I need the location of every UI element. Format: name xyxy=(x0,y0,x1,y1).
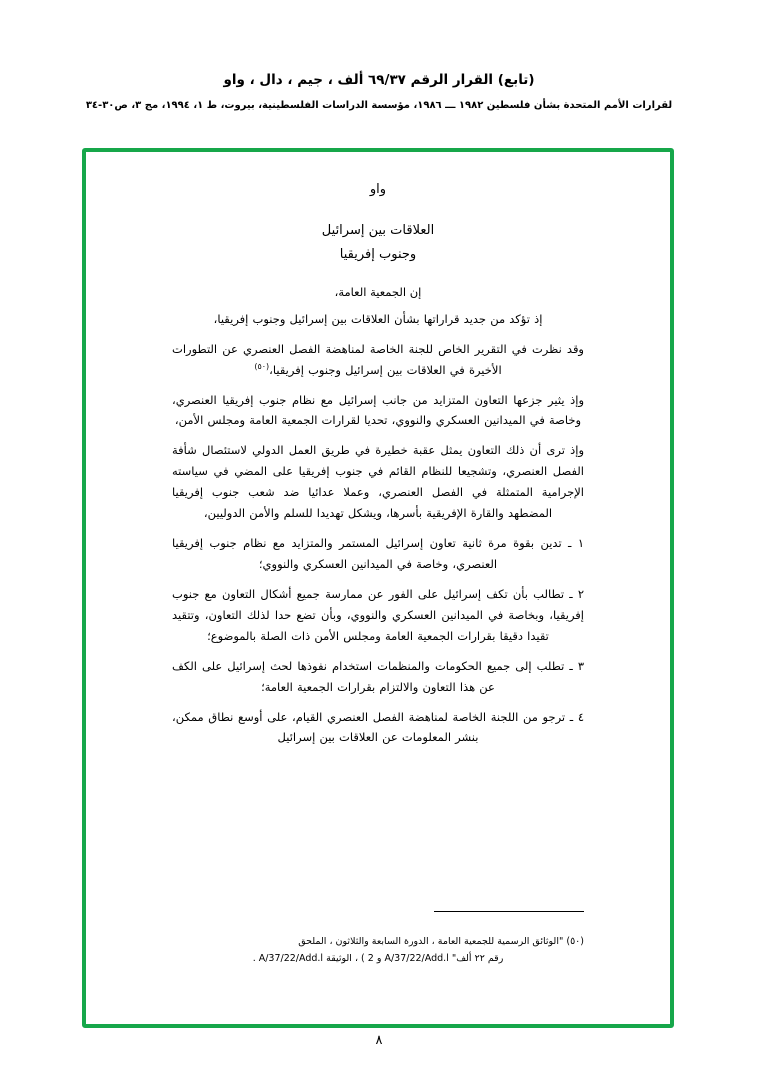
paragraph: ٣ ـ تطلب إلى جميع الحكومات والمنظمات استخدام نفوذها لحث إسرائيل على الكف عن هذا التعاون والالتزام بقرارات الجمعية العامة؛ xyxy=(172,658,584,694)
section-letter: واو xyxy=(369,182,387,197)
document-header xyxy=(0,70,758,113)
paragraph: إذ تؤكد من جديد قراراتها بشأن العلاقات بين إسرائيل وجنوب إفريقيا، xyxy=(213,311,543,326)
footnote xyxy=(172,933,584,968)
resolution-title-line-1: العلاقات بين إسرائيل xyxy=(321,222,435,238)
footnote-line-2: رقم ٢٢ ألف" A/37/22/Add.l و 2 ) ، الوثيقة A/37/22/Add.l . xyxy=(252,953,504,965)
paragraph: ٤ ـ ترجو من اللجنة الخاصة لمناهضة الفصل العنصري القيام، على أوسع نطاق ممكن، بنشر المعلومات عن العلاقات بين إسرائيل xyxy=(172,709,584,745)
resolution-title xyxy=(172,219,584,267)
paragraph: ١ ـ تدين بقوة مرة ثانية تعاون إسرائيل المستمر والمتزايد مع نظام جنوب إفريقيا العنصري، وخاصة في الميدانين العسكري والنووي؛ xyxy=(172,536,584,571)
bordered-content-box xyxy=(82,148,674,1028)
header-source-citation: لقرارات الأمم المتحدة بشأن فلسطين ١٩٨٢ ـــ ١٩٨٦، مؤسسة الدراسات الفلسطينية، بيروت، ط ١، ١٩٩٤، مج ٣، ص٣٠-٣٤ xyxy=(85,100,673,112)
header-title: (تابع) القرار الرقم ٦٩/٣٧ ألف ، جيم ، دال ، واو xyxy=(223,72,535,88)
footnote-separator xyxy=(434,911,584,912)
paragraph xyxy=(172,339,584,381)
page-number: ٨ xyxy=(375,1033,383,1048)
paragraph: وإذ ترى أن ذلك التعاون يمثل عقبة خطيرة في طريق العمل الدولي لاستئصال شأفة الفصل العنصري، وتشجيعا للنظام القائم في جنوب إفريقيا على المضي في سياسته الإجرامية المتمثلة في الفصل العنصري، وعملا عدائيا ضد شعب جنوب إفريقيا المضطهد والقارة الإفريقية بأسرها، ويشكل تهديدا للسلم والأمن الدوليين، xyxy=(172,443,584,521)
footnote-line-1: (٥٠) "الوثائق الرسمية للجمعية العامة ، الدورة السابعة والثلاثون ، الملحق xyxy=(298,935,584,947)
paragraph-text: وقد نظرت في التقرير الخاص للجنة الخاصة لمناهضة الفصل العنصري عن التطورات الأخيرة في العلاقات بين إسرائيل وجنوب إفريقيا، xyxy=(172,341,584,377)
preamble-lead: إن الجمعية العامة، xyxy=(334,284,422,299)
resolution-title-line-2: وجنوب إفريقيا xyxy=(339,246,417,262)
paragraph: وإذ يثير جزعها التعاون المتزايد من جانب إسرائيل مع نظام جنوب إفريقيا العنصري، وخاصة في الميدانين العسكري والنووي، تحديا لقرارات الجمعية العامة ومجلس الأمن، xyxy=(172,392,584,428)
footnote-marker: (٥٠) xyxy=(254,361,270,371)
paragraph: ٢ ـ تطالب بأن تكف إسرائيل على الفور عن ممارسة جميع أشكال التعاون مع جنوب إفريقيا، وبخاصة في الميدانين العسكري والنووي، وبأن تضع حدا لذلك التعاون، وتتقيد تقيدا دقيقا بقرارات الجمعية العامة ومجلس الأمن ذات الصلة بالموضوع؛ xyxy=(172,586,584,643)
content-inner xyxy=(86,152,670,1024)
